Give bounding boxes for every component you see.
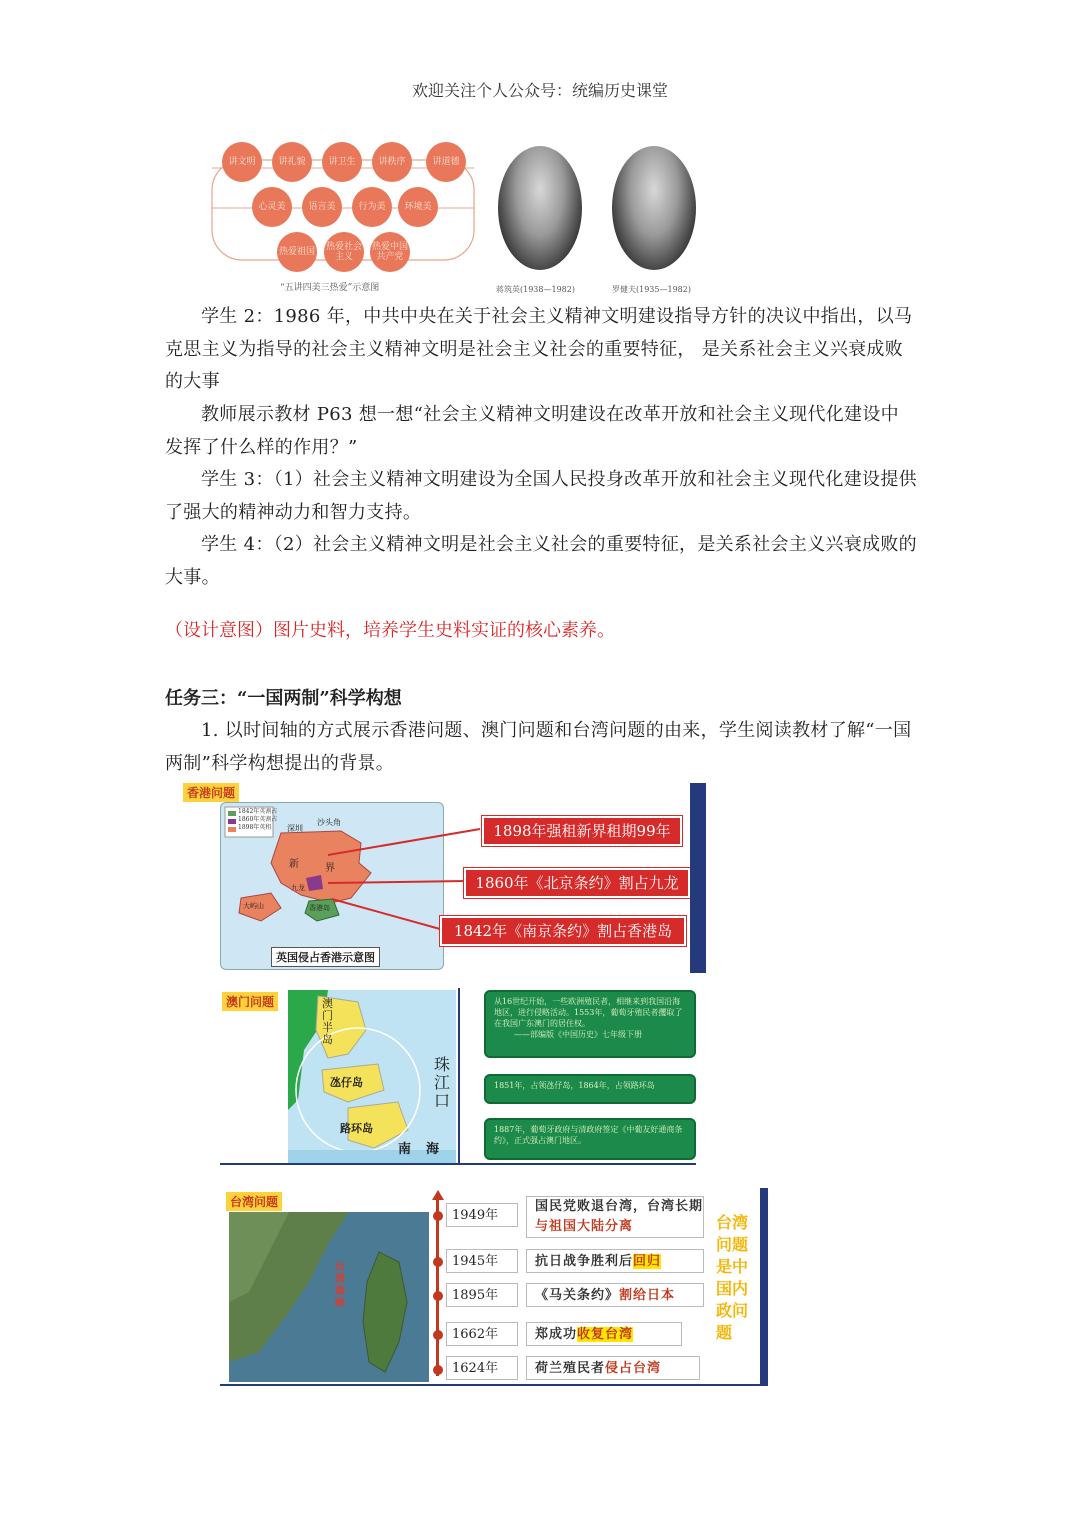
- hk-label-shatoujiao: 沙头角: [317, 818, 341, 827]
- tw-event-1624: [526, 1356, 700, 1380]
- tw-event-1949-hl: 与祖国大陆分离: [535, 1219, 634, 1234]
- hk-label-jie: 界: [325, 863, 335, 874]
- macau-bottom-line: [220, 1163, 696, 1165]
- hk-side-bar: [690, 783, 706, 973]
- five-lectures-diagram: [210, 140, 478, 293]
- macau-label-hai: 海: [426, 1142, 440, 1157]
- taiwan-label: 台湾问题: [226, 1192, 282, 1211]
- tw-event-1895-hl: 割给日本: [619, 1288, 676, 1303]
- hongkong-label: 香港问题: [183, 783, 239, 802]
- task-paragraph: 1. 以时间轴的方式展示香港问题、澳门问题和台湾问题的由来，学生阅读教材了解“一国两制”科学构想提出的背景。: [165, 720, 912, 774]
- tw-event-1949-text: 国民党败退台湾，台湾长期: [535, 1199, 704, 1214]
- tw-year-1895: 1895年: [446, 1283, 518, 1307]
- paragraph-student3: 学生 3：（1）社会主义精神文明建设为全国人民投身改革开放和社会主义现代化建设提供了强大的精神动力和智力支持。: [165, 469, 917, 523]
- tw-event-1945-text: 抗日战争胜利后: [535, 1254, 634, 1269]
- tw-event-1949: [526, 1196, 704, 1238]
- tw-event-1895-text: 《马关条约》: [535, 1288, 620, 1303]
- circle-11: 热爱社会主义: [324, 232, 364, 272]
- macau-label: 澳门问题: [222, 992, 278, 1011]
- tw-event-1624-text: 荷兰殖民者: [535, 1361, 606, 1376]
- macau-event-1851: 1851年，占领氹仔岛，1864年，占领路环岛: [484, 1074, 696, 1104]
- portrait-jiang-caption: 蒋筑英(1938—1982): [496, 285, 575, 294]
- tw-event-1662: [526, 1322, 682, 1346]
- tw-event-1895: [526, 1283, 704, 1307]
- hk-label-shenzhen: 深圳: [287, 824, 303, 833]
- circle-2: 讲礼貌: [272, 142, 312, 182]
- paragraph-teacher: 教师展示教材 P63 想一想“社会主义精神文明建设在改革开放和社会主义现代化建设中发挥了什么样的作用？”: [165, 404, 899, 458]
- macau-map: [288, 990, 456, 1165]
- hk-map-caption: 英国侵占香港示意图: [271, 947, 380, 967]
- paragraph-student4: 学生 4：（2）社会主义精神文明是社会主义社会的重要特征，是关系社会主义兴衰成败的大事。: [165, 534, 917, 588]
- circle-6: 心灵美: [252, 187, 292, 227]
- tw-event-1624-hl: 侵占台湾: [605, 1361, 662, 1376]
- hk-legend-2: 1860年英割占: [238, 816, 278, 823]
- tw-year-1945: 1945年: [446, 1249, 518, 1273]
- macau-quote-box: [484, 990, 696, 1058]
- circle-4: 讲秩序: [372, 142, 412, 182]
- tw-year-1662: 1662年: [446, 1322, 518, 1346]
- taiwan-satellite-map: [229, 1212, 429, 1382]
- portrait-luo-caption: 罗健夫(1935—1982): [612, 285, 691, 294]
- hk-label-hkisland: 香港岛: [309, 904, 330, 912]
- taiwan-side-note: 台湾问题是中国内政问题: [716, 1213, 749, 1342]
- taiwan-side-bar: [760, 1188, 768, 1386]
- circle-8: 行为美: [352, 187, 392, 227]
- hk-label-xin: 新: [289, 859, 299, 870]
- circle-10: 热爱祖国: [277, 232, 317, 272]
- circle-5: 讲道德: [426, 142, 466, 182]
- macau-quote-source: ——部编版《中国历史》七年级下册: [514, 1030, 642, 1039]
- hk-label-dayushan: 大屿山: [243, 902, 264, 910]
- diagram-caption: “五讲四美三热爱”示意图: [280, 283, 380, 293]
- macau-event-1887: 1887年，葡萄牙政府与清政府签定《中葡友好通商条约》，正式强占澳门地区。: [484, 1118, 696, 1160]
- taiwan-strait-label: 台湾海峡: [335, 1262, 345, 1309]
- hk-label-jiulong: 九龙: [291, 884, 305, 892]
- hk-legend-1: 1842年英割占: [238, 808, 278, 815]
- circle-1: 讲文明: [222, 142, 262, 182]
- circle-3: 讲卫生: [322, 142, 362, 182]
- page-header: 欢迎关注个人公众号：统编历史课堂: [411, 81, 668, 100]
- macau-timeline-line: [458, 988, 460, 1164]
- paragraph-student2: 学生 2：1986 年，中共中央在关于社会主义精神文明建设指导方针的决议中指出，以马克思主义为指导的社会主义精神文明是社会主义社会的重要特征， 是关系社会主义兴衰成败的大事: [165, 306, 913, 392]
- taiwan-bottom-line: [220, 1384, 766, 1386]
- macau-label-pearl: 珠江口: [434, 1055, 451, 1110]
- portrait-jiang: [498, 146, 582, 270]
- hk-event-1860: 1860年《北京条约》割占九龙: [464, 868, 690, 898]
- tw-year-1949: 1949年: [446, 1203, 518, 1227]
- macau-label-peninsula: 澳门半岛: [322, 997, 333, 1046]
- task-title: 任务三：“一国两制”科学构想: [165, 688, 402, 709]
- tw-event-1945-hl: 回归: [633, 1254, 662, 1269]
- macau-label-nan: 南: [398, 1142, 412, 1157]
- hk-event-1842: 1842年《南京条约》割占香港岛: [440, 916, 686, 946]
- macau-label-taipa: 氹仔岛: [330, 1076, 363, 1089]
- hk-event-1898: 1898年强租新界租期99年: [482, 816, 682, 846]
- circle-9: 环境美: [398, 187, 438, 227]
- tw-event-1945: [526, 1249, 704, 1273]
- circle-12: 热爱中国共产党: [370, 232, 410, 272]
- design-intent: （设计意图）图片史料，培养学生史料实证的核心素养。: [165, 620, 615, 641]
- tw-year-1624: 1624年: [446, 1356, 518, 1380]
- tw-event-1662-text: 郑成功: [535, 1327, 578, 1342]
- hk-legend-3: 1898年英租: [238, 824, 272, 831]
- macau-label-coloane: 路环岛: [340, 1122, 373, 1135]
- circle-7: 语言美: [302, 187, 342, 227]
- macau-quote: 从16世纪开始，一些欧洲殖民者，相继来到我国沿海地区，进行侵略活动。1553年，葡萄牙殖民者攫取了在我国广东澳门的居住权。: [494, 997, 683, 1028]
- taiwan-timeline-dots: [430, 1190, 446, 1380]
- portrait-luo: [612, 146, 696, 270]
- tw-event-1662-hl: 收复台湾: [577, 1327, 634, 1342]
